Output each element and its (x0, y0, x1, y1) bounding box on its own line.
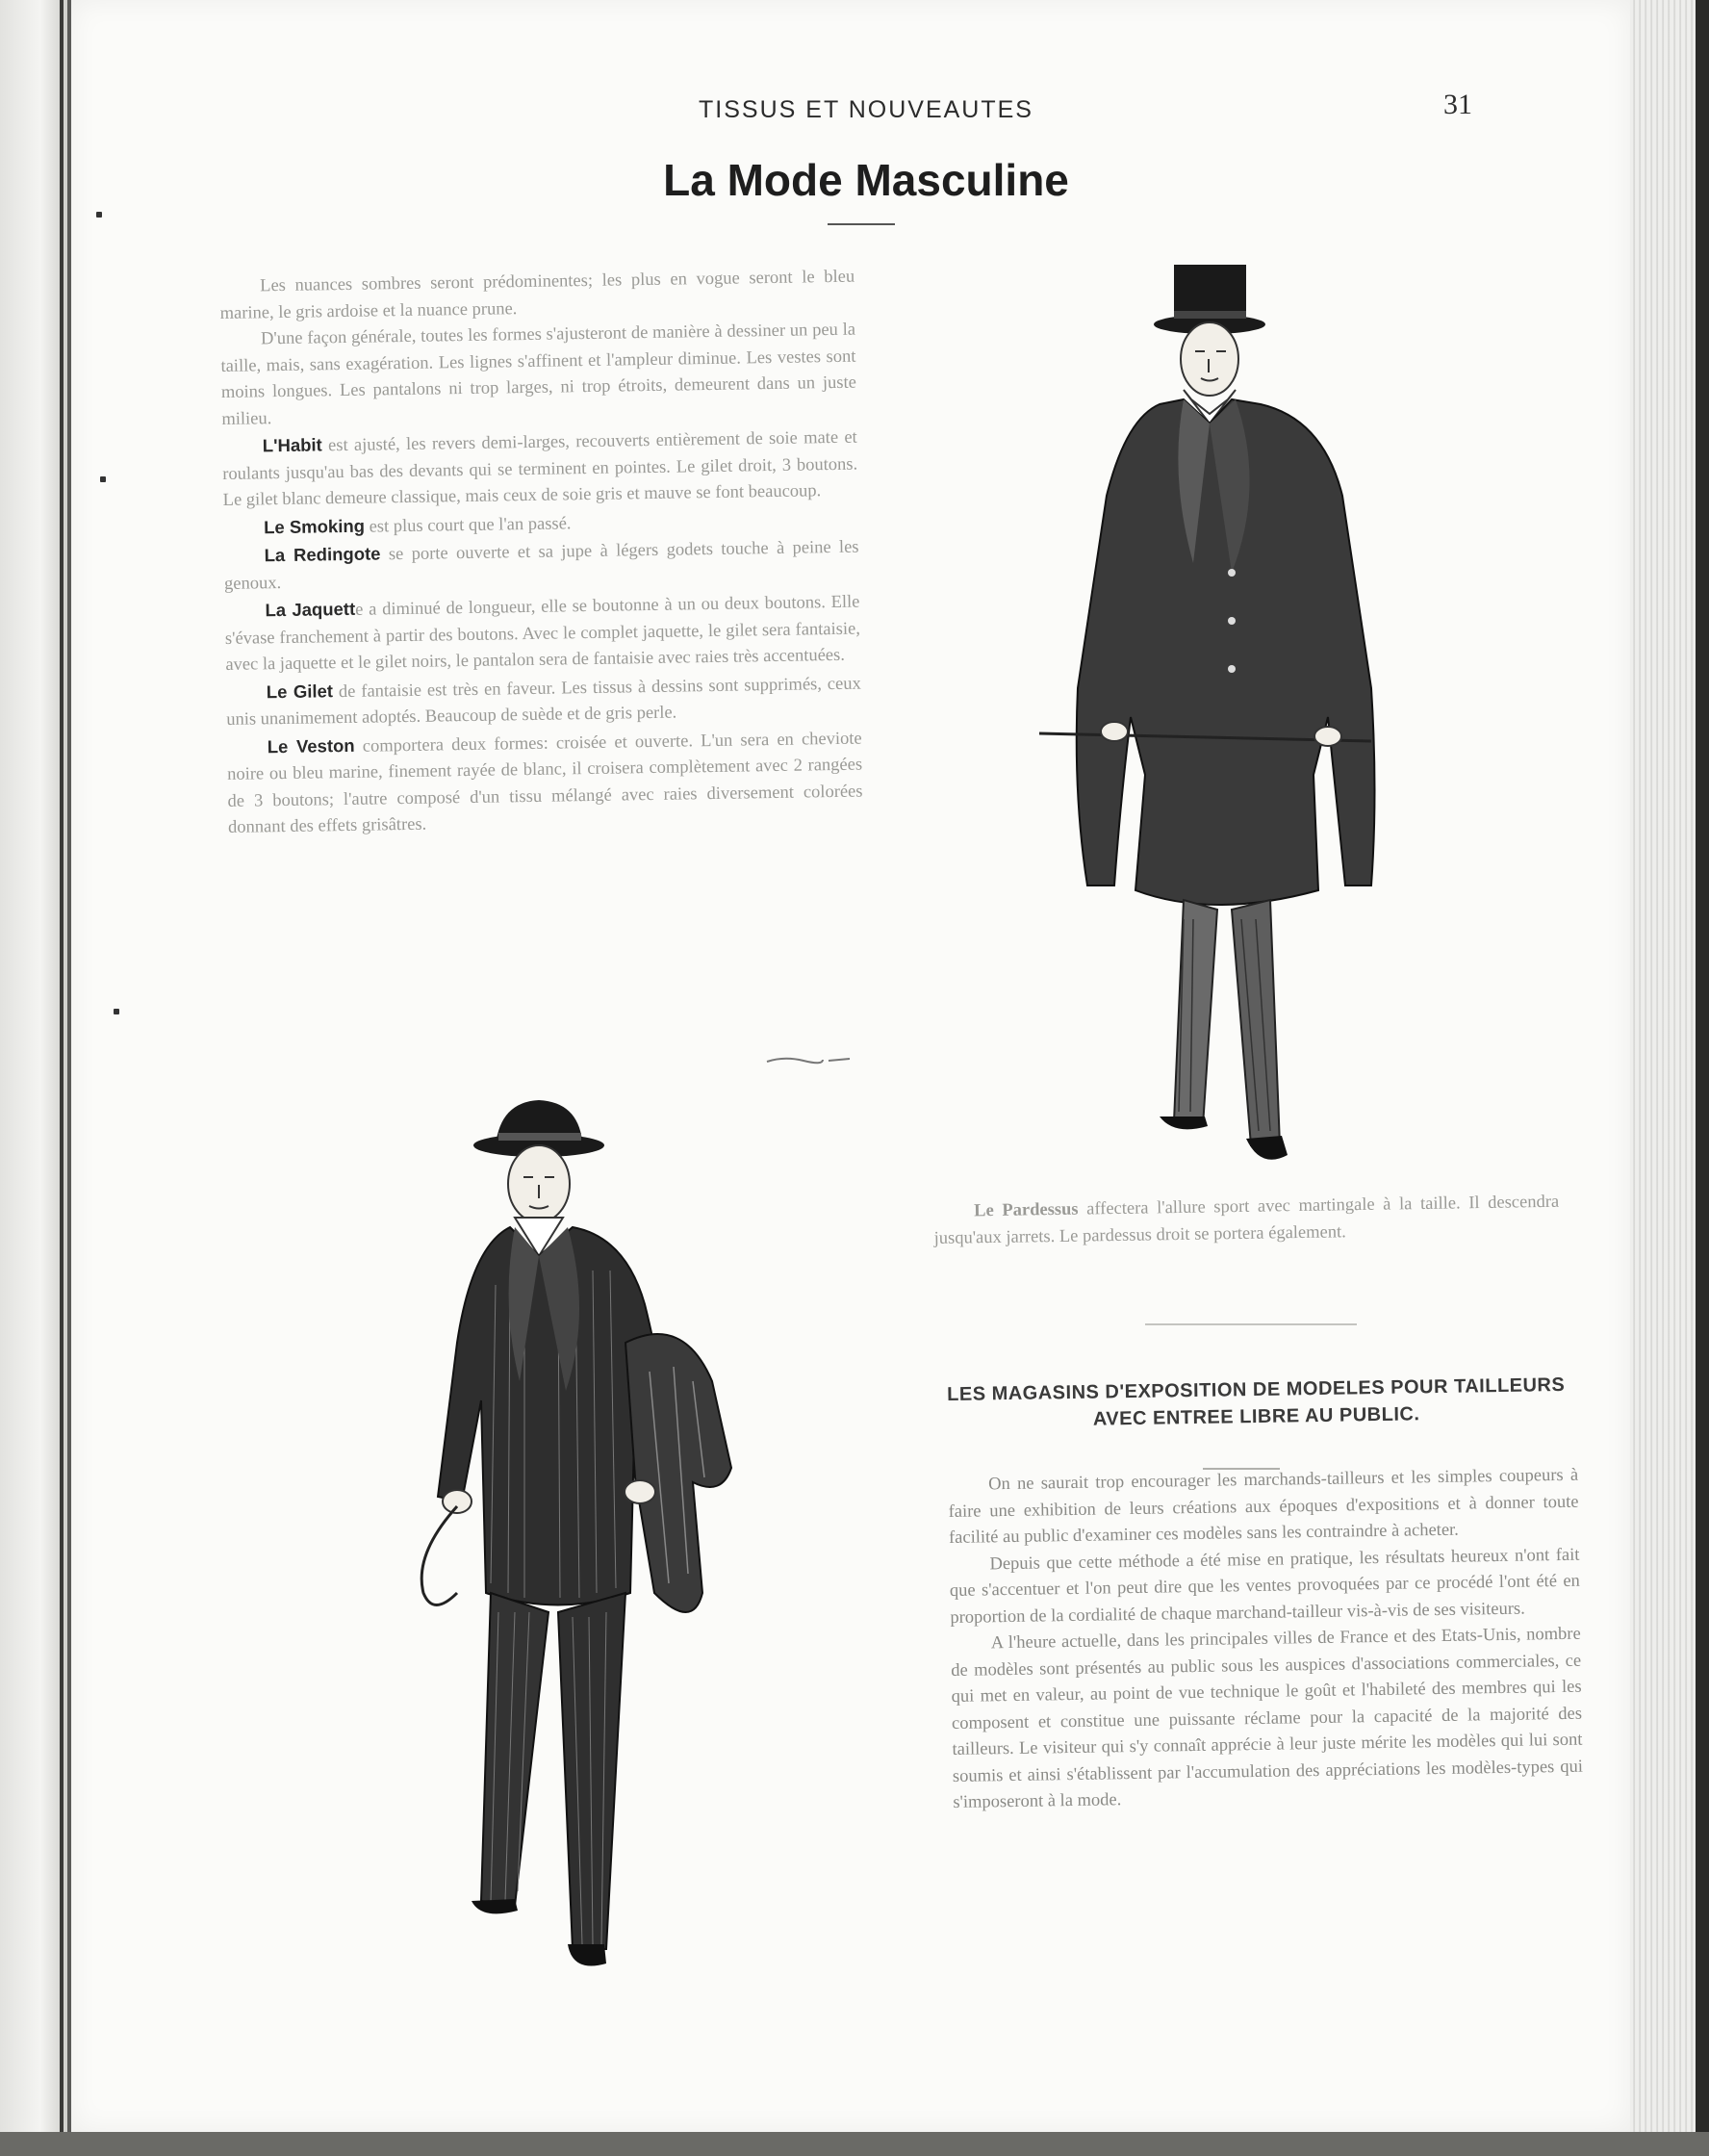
section-divider-rule (1145, 1323, 1357, 1325)
book-binding-left-edge (0, 0, 67, 2156)
running-head: TISSUS ET NOUVEAUTES (699, 96, 1033, 123)
article-paragraph: On ne saurait trop encourager les marchands-tailleurs et les simples coupeurs à faire une exhibition de leurs créations aux époques d'expositions et à donner toute facilité au public d'examiner ces modèles sans les contraindre à acheter. (948, 1465, 1579, 1548)
title-underline-rule (828, 223, 895, 225)
garment-paragraph-pardessus (933, 1189, 1560, 1252)
garment-description: e a diminué de longueur, elle se boutonne à un ou deux boutons. Elle s'évase franchement à partir des boutons. Avec le complet jaquette, le gilet sera fantaisie, avec la jaquette et le gilet noirs, le pantalon sera de fantaisie avec raies très accentuées. (224, 592, 861, 675)
garment-paragraph-gilet (226, 669, 862, 733)
garment-term: La Jaquett (265, 598, 356, 621)
garment-term: Le Gilet (266, 680, 334, 702)
garment-term: Le Pardessus (974, 1199, 1079, 1221)
page-number: 31 (1443, 89, 1472, 120)
garment-description: est ajusté, les revers demi-larges, recouverts entièrement de soie mate et roulants jusqu'au bas des devants qui se terminent en pointes. Le gilet droit, 3 boutons. Le gilet blanc demeure classique, mais ceux de soie gris et mauve se font beaucoup. (222, 427, 858, 510)
page-title: La Mode Masculine (663, 155, 1069, 205)
article-paragraph: A l'heure actuelle, dans les principales villes de France et des Etats-Unis, nombre de modèles sont présentés au public sous les auspices d'associations commerciales, ce qui met en valeur, au point de vue technique le goût et l'habileté des membres qui les composent et constitue une puissante réclame pour la capacité de la majorité des tailleurs. Le visiteur qui s'y connaît apprécie à leur juste mérite les modèles qui lui sont soumis et ainsi s'établissent par l'accumulation des appréciations les modèles-types qui s'imposeront à la mode. (951, 1624, 1584, 1812)
pardessus-illustration-icon (1039, 255, 1386, 1184)
garment-paragraph-redingote (223, 533, 859, 598)
pardessus-caption (933, 1189, 1560, 1252)
garment-paragraph-jaquette (224, 588, 860, 680)
garment-description: comportera deux formes: croisée et ouverte. L'un sera en cheviote noire ou bleu marine, finement rayée de blanc, il croisera complètement avec 2 rangées de 3 boutons; l'autre composé d'un tissu mélangé avec raies diversement colorées donnant des effets grisâtres. (227, 729, 863, 837)
garment-term: Le Veston (267, 734, 355, 757)
left-column-article (219, 265, 863, 842)
garment-term: L'Habit (262, 434, 322, 456)
garment-term: La Redingote (264, 543, 381, 566)
right-column-article (948, 1463, 1584, 1817)
article-paragraph: Depuis que cette méthode a été mise en pratique, les résultats heureux n'ont fait que s'accentuer et l'on peut dire que les ventes provoquées par ce procédé l'ont été en proportion de la cordialité de chaque marchand-tailleur vis-à-vis de ses visiteurs. (949, 1545, 1581, 1628)
garment-description: de fantaisie est très en faveur. Les tissus à dessins sont supprimés, ceux unis unanimement adoptés. Beaucoup de suède et de gris perle. (226, 674, 861, 730)
book-page-stack-right-edge (1630, 0, 1709, 2156)
garment-description: est plus court que l'an passé. (364, 513, 572, 537)
garment-paragraph-veston (227, 724, 864, 841)
garment-description: affectera l'allure sport avec martingale à la taille. Il descendra jusqu'aux jarrets. Le pardessus droit se portera également. (933, 1192, 1560, 1248)
garment-description: se porte ouverte et sa jupe à légers godets touche à peine les genoux. (223, 537, 859, 594)
intro-paragraph-2: D'une façon générale, toutes les formes s'ajusteront de manière à dessiner un peu la taille, mais, sans exagération. Les lignes s'affinent et l'ampleur diminue. Les vestes sont moins longues. Les pantalons ni trop larges, ni trop étroits, demeurent dans un juste milieu. (220, 320, 857, 429)
section-heading: LES MAGASINS D'EXPOSITION DE MODELES POUR TAILLEURS AVEC ENTREE LIBRE AU PUBLIC. (946, 1373, 1566, 1430)
garment-paragraph-habit (222, 424, 858, 515)
veston-illustration-icon (404, 1092, 770, 2016)
end-of-article-flourish (765, 1054, 852, 1065)
scan-bottom-strip (0, 2132, 1709, 2156)
garment-term: Le Smoking (263, 515, 366, 537)
intro-paragraph-1: Les nuances sombres seront prédominentes; les plus en vogue seront le bleu marine, le gris ardoise et la nuance prune. (219, 267, 855, 323)
